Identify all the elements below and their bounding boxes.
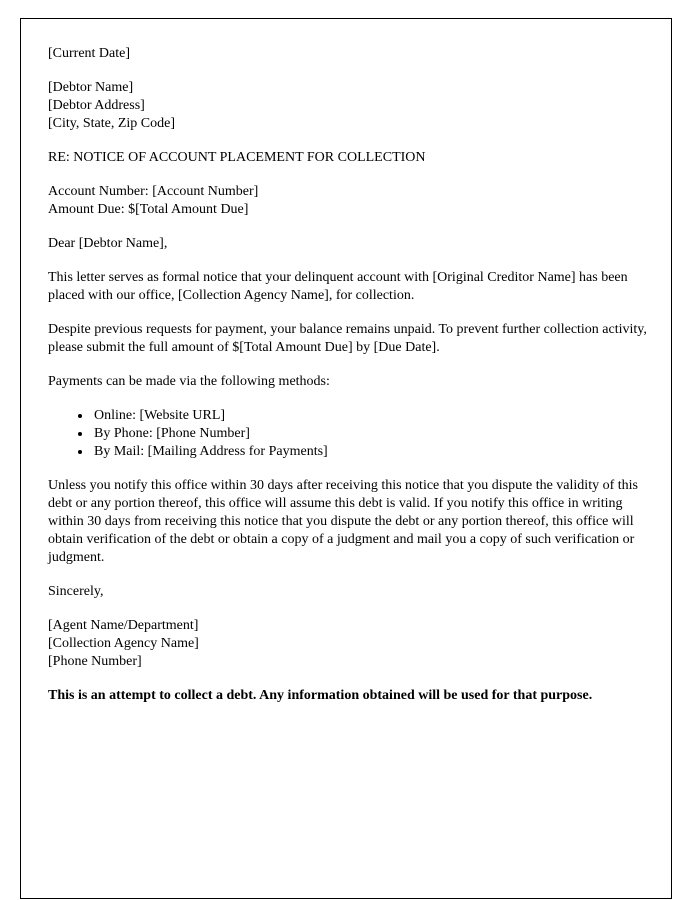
debtor-address-line: [Debtor Address] [48, 98, 145, 113]
debtor-city-state-zip-line: [City, State, Zip Code] [48, 116, 176, 131]
salutation-line: Dear [Debtor Name], [48, 236, 168, 251]
collection-letter [21, 19, 671, 705]
debt-validation-notice-paragraph: Unless you notify this office within 30 days after receiving this notice that you dispute the validity of this debt or any portion thereof, this office will assume this debt is valid. If you notify this office in writing within 30 days from receiving this notice that you dispute the debt or any portion thereof, this office will obtain verification of the debt or obtain a copy of a judgment and mail you a copy of such verification or judgment. [48, 478, 638, 565]
placement-notice-paragraph: This letter serves as formal notice that your delinquent account with [Original Creditor Name] has been placed with our office, [Collection Agency Name], for collection. [48, 270, 628, 303]
payment-methods-intro: Payments can be made via the following methods: [48, 374, 330, 389]
amount-due-line: Amount Due: $[Total Amount Due] [48, 202, 249, 217]
current-date-line: [Current Date] [48, 46, 131, 61]
letter-page [20, 18, 672, 899]
mini-miranda-disclaimer: This is an attempt to collect a debt. Any information obtained will be used for that purpose. [48, 688, 593, 703]
payment-method-phone: • By Phone: [Phone Number] [92, 425, 649, 443]
closing-line: Sincerely, [48, 584, 104, 599]
debtor-name-line: [Debtor Name] [48, 80, 134, 95]
account-number-line: Account Number: [Account Number] [48, 184, 259, 199]
signature-block [48, 617, 649, 671]
recipient-address-block [48, 79, 649, 133]
agent-name-line: [Agent Name/Department] [48, 618, 199, 633]
payment-demand-paragraph: Despite previous requests for payment, your balance remains unpaid. To prevent further collection activity, please submit the full amount of $[Total Amount Due] by [Due Date]. [48, 322, 647, 355]
payment-method-mail: • By Mail: [Mailing Address for Payments] [92, 443, 649, 461]
agency-name-line: [Collection Agency Name] [48, 636, 199, 651]
account-details-block [48, 183, 649, 219]
agency-phone-line: [Phone Number] [48, 654, 142, 669]
subject-line: RE: NOTICE OF ACCOUNT PLACEMENT FOR COLLECTION [48, 150, 426, 165]
payment-methods-list [48, 407, 649, 461]
payment-method-online: • Online: [Website URL] [92, 407, 649, 425]
